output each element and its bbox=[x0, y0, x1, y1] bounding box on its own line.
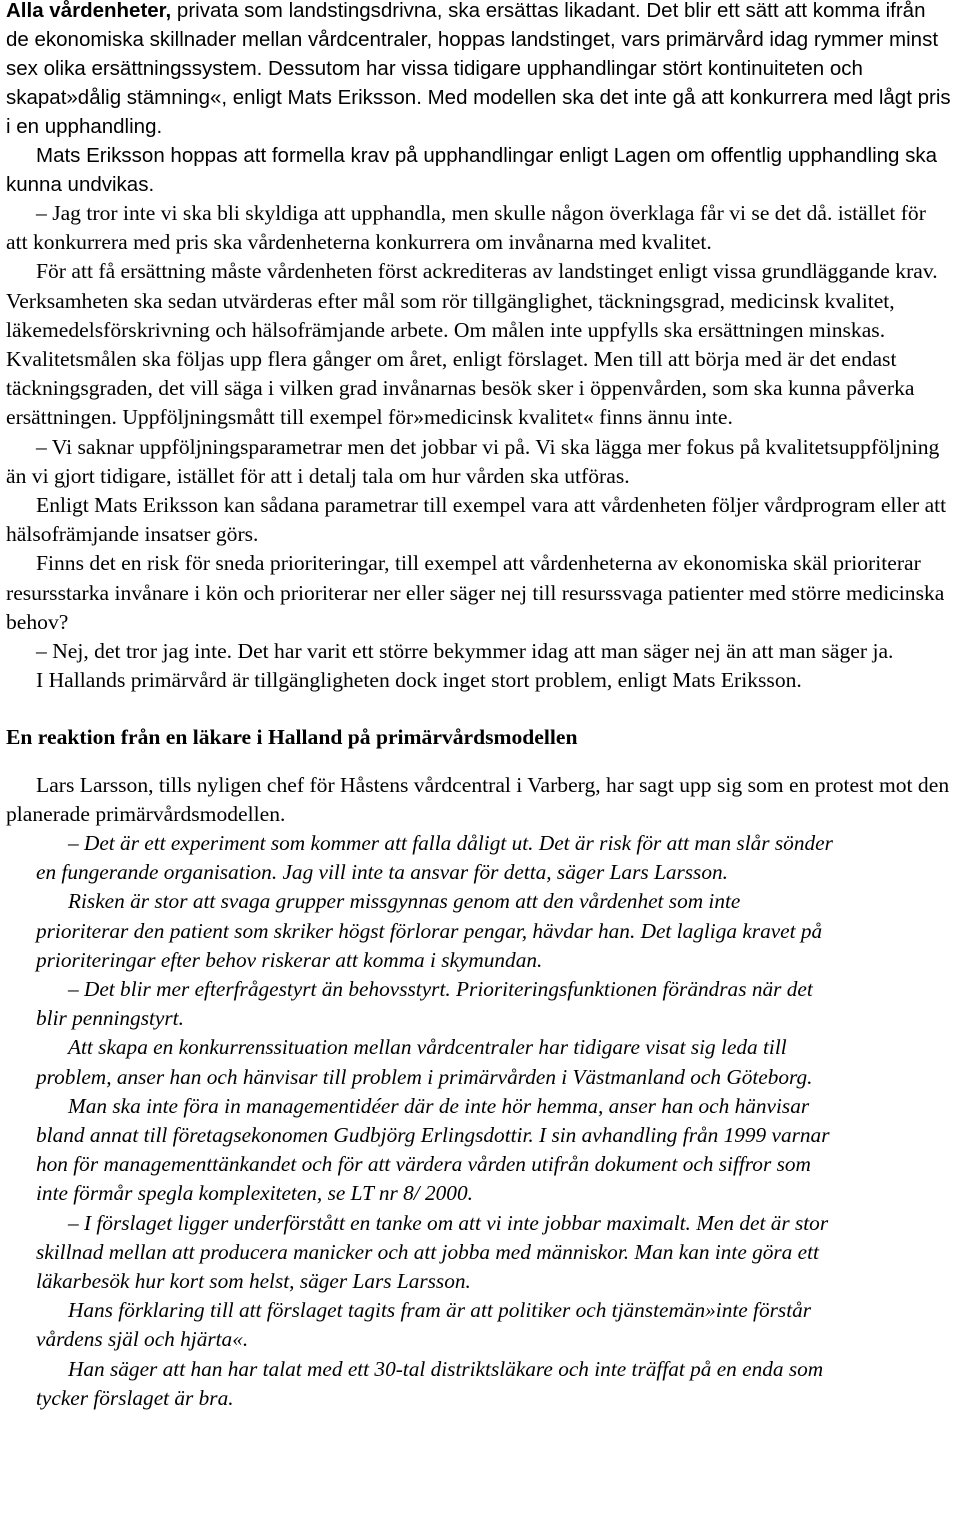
quote-1: – Det är ett experiment som kommer att falla dåligt ut. Det är risk för att man slår sönder en fungerande organisation. Jag vill inte ta ansvar för detta, säger Lars Larsson. bbox=[36, 830, 833, 885]
quote-4: Att skapa en konkurrenssituation mellan vårdcentraler har tidigare visat sig leda till problem, anser han och hänvisar till problem i primärvården i Västmanland och Göteborg. bbox=[36, 1035, 813, 1089]
paragraph-1-text: privata som landstingsdrivna, ska ersättas likadant. Det blir ett sätt att komma ifrån de ekonomiska skillnader mellan vårdcentraler, hoppas landstinget, vars primärvård idag rymmer minst sex olika ersättningssystem. Dessutom har vissa tidigare upphandlingar stört kontinuiteten och skapat»dålig stämning«, enligt Mats Eriksson. Med modellen ska det inte gå att konkurrera med lågt pris i en upphandling. bbox=[6, 0, 951, 138]
quote-6: – I förslaget ligger underförstått en tanke om att vi inte jobbar maximalt. Men det är stor skillnad mellan att producera manicker och att jobba med människor. Man kan inte göra ett läkarbesök hur kort som helst, säger Lars Larsson. bbox=[36, 1210, 829, 1294]
quote-2: Risken är stor att svaga grupper missgynnas genom att den vårdenhet som inte prioriterar den patient som skriker högst förlorar pengar, hävdar han. Det lagliga kravet på prioriteringar efter behov riskerar att komma i skymundan. bbox=[36, 889, 823, 972]
article-body bbox=[6, 141, 952, 695]
section-heading: En reaktion från en läkare i Halland på primärvårdsmodellen bbox=[6, 725, 578, 750]
paragraph-9: I Hallands primärvård är tillgängligheten dock inget stort problem, enligt Mats Eriksson. bbox=[36, 668, 802, 693]
paragraph-2: Mats Eriksson hoppas att formella krav på upphandlingar enligt Lagen om offentlig upphandling ska kunna undvikas. bbox=[6, 144, 938, 196]
paragraph-1-lead: Alla vårdenheter, bbox=[6, 0, 172, 22]
paragraph-4: För att få ersättning måste vårdenheten först ackrediteras av landstinget enligt vissa grundläggande krav. Verksamheten ska sedan utvärderas efter mål som rör tillgänglighet, täckningsgrad, medicinsk kvalitet, läkemedelsförskrivning och hälsofrämjande arbete. Om målen inte uppfylls ska ersättningen minskas. Kvalitetsmålen ska följas upp flera gånger om året, enligt förslaget. Men till att börja med är det endast täckningsgraden, det vill säga i vilken grad invånarnas besök sker i öppenvården, som ska kunna påverka ersättningen. Uppföljningsmått till exempel för»medicinsk kvalitet« finns ännu inte. bbox=[6, 259, 938, 430]
quote-5: Man ska inte föra in managementidéer där de inte hör hemma, anser han och hänvisar bland annat till företagsekonomen Gudbjörg Erlingsdottir. I sin avhandling från 1999 varnar hon för managementtänkandet och för att värdera vården utifrån dokument och siffror som inte förmår spegla komplexiteten, se LT nr 8/ 2000. bbox=[36, 1093, 830, 1206]
section-intro: Lars Larsson, tills nyligen chef för Håstens vårdcentral i Varberg, har sagt upp sig som en protest mot den planerade primärvårdsmodellen. bbox=[6, 772, 950, 826]
paragraph-5: – Vi saknar uppföljningsparametrar men det jobbar vi på. Vi ska lägga mer fokus på kvalitetsuppföljning än vi gjort tidigare, istället för att i detalj tala om hur vården ska utföras. bbox=[6, 434, 940, 488]
section-intro-block bbox=[6, 771, 952, 829]
quote-3: – Det blir mer efterfrågestyrt än behovsstyrt. Prioriteringsfunktionen förändras när det blir penningstyrt. bbox=[36, 977, 813, 1031]
paragraph-6: Enligt Mats Eriksson kan sådana parametrar till exempel vara att vårdenheten följer vårdprogram eller att hälsofrämjande insatser görs. bbox=[6, 493, 947, 547]
quote-8: Han säger att han har talat med ett 30-tal distriktsläkare och inte träffat på en enda som tycker förslaget är bra. bbox=[36, 1356, 824, 1410]
quote-block bbox=[6, 829, 836, 1413]
paragraph-8: – Nej, det tror jag inte. Det har varit ett större bekymmer idag att man säger nej än att man säger ja. bbox=[36, 639, 894, 664]
quote-7: Hans förklaring till att förslaget tagits fram är att politiker och tjänstemän»inte förstår vårdens själ och hjärta«. bbox=[36, 1298, 812, 1352]
paragraph-1 bbox=[6, 0, 952, 141]
paragraph-3: – Jag tror inte vi ska bli skyldiga att upphandla, men skulle någon överklaga får vi se det då. istället för att konkurrera med pris ska vårdenheterna konkurrera om invånarna med kvalitet. bbox=[6, 201, 926, 255]
paragraph-7: Finns det en risk för sneda prioriteringar, till exempel att vårdenheterna av ekonomiska skäl prioriterar resursstarka invånare i kön och prioriterar ner eller säger nej till resurssvaga patienter med större medicinska behov? bbox=[6, 551, 945, 634]
article-top-block bbox=[6, 0, 952, 141]
